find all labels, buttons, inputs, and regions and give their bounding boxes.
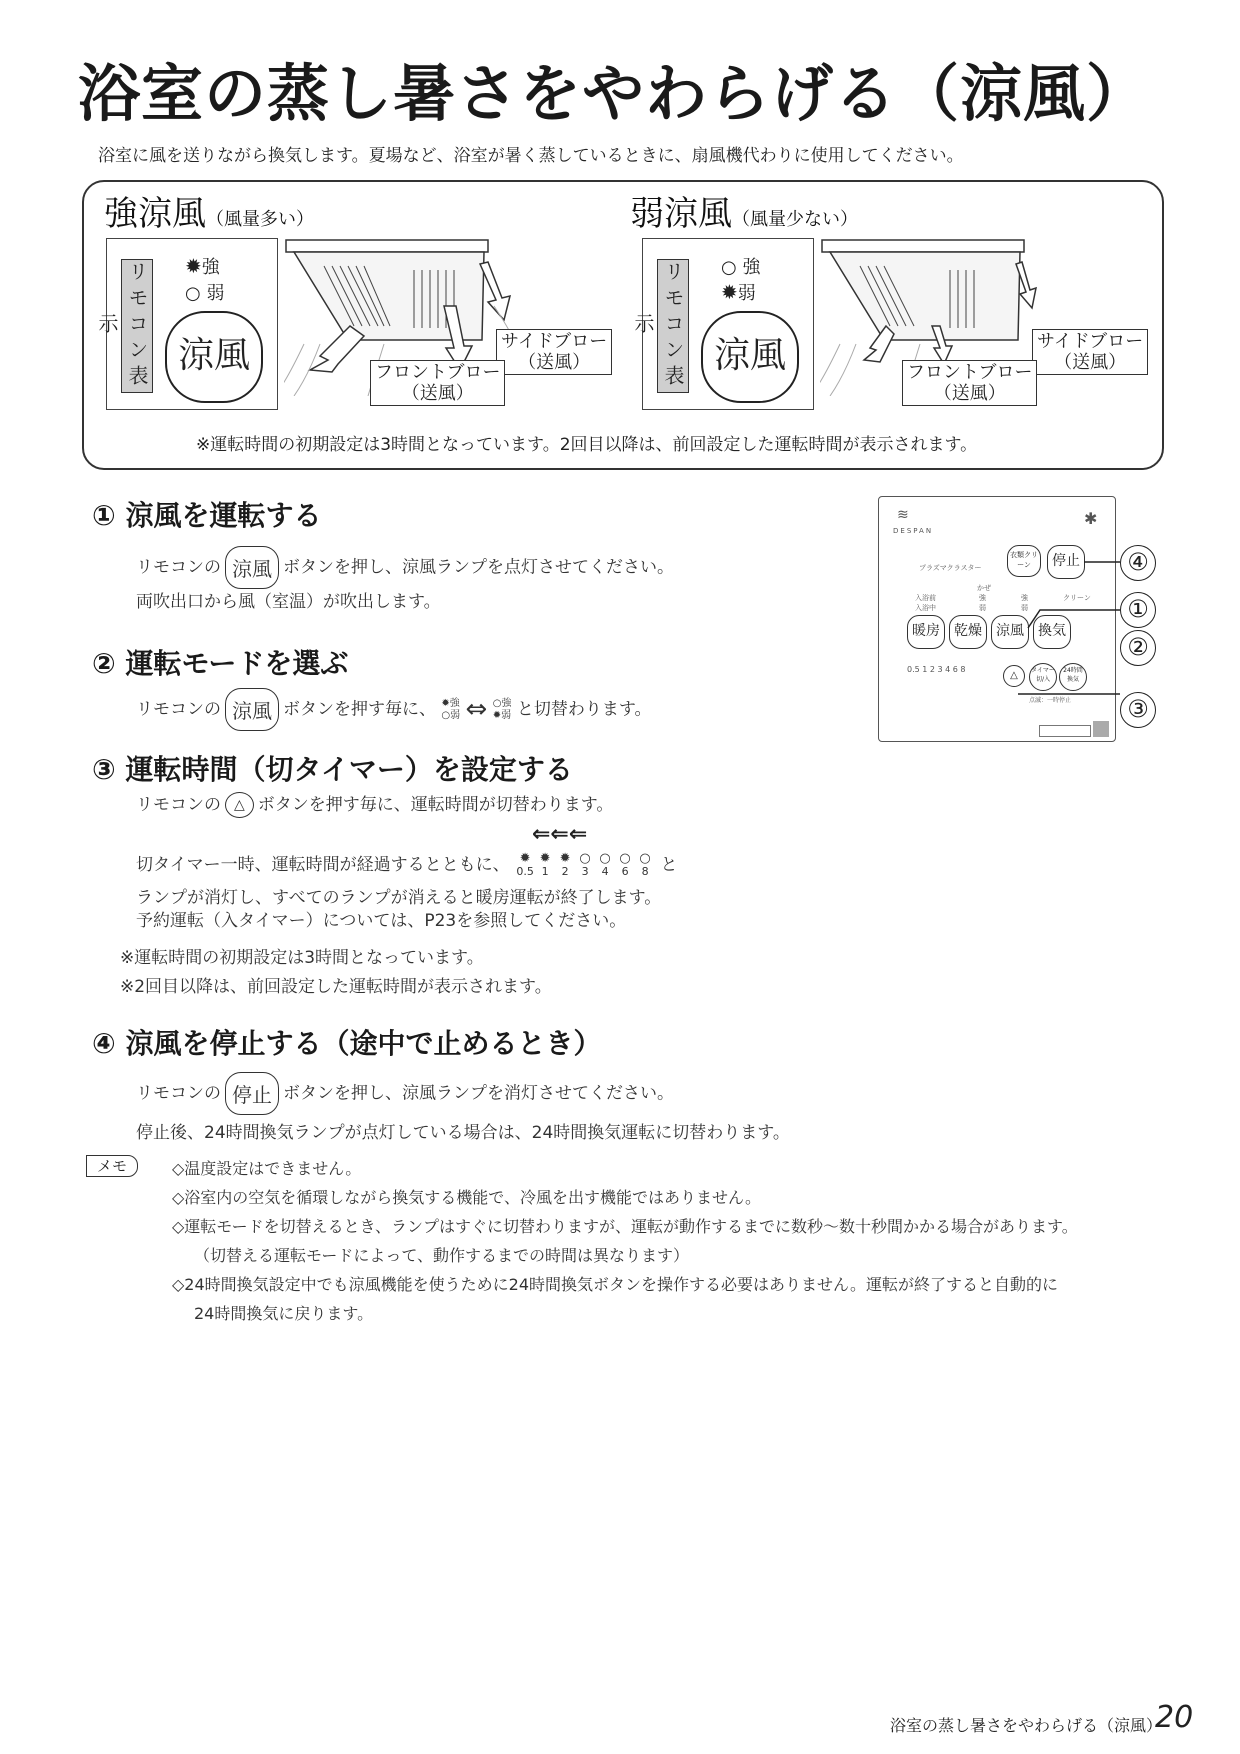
callout-4: ④ xyxy=(1120,545,1156,581)
step4-post: ボタンを押し、涼風ランプを消灯させてください。 xyxy=(283,1083,674,1104)
step4-pre: リモコンの xyxy=(136,1083,221,1104)
step1-line2: 両吹出口から風（室温）が吹出します。 xyxy=(136,592,441,612)
timer-lamp-row xyxy=(515,852,655,878)
panel-vent-button: 換気 xyxy=(1033,615,1071,649)
weak-mode-title xyxy=(630,186,858,235)
lamp-lit-icon: ✹ xyxy=(559,851,571,866)
step4-heading xyxy=(92,1022,601,1062)
lamp-lit-icon: ✹ xyxy=(492,709,502,721)
step4-line2: 停止後、24時間換気ランプが点灯している場合は、24時間換気運転に切替わります。 xyxy=(136,1123,790,1143)
step3-line4: 予約運転（入タイマー）については、P23を参照してください。 xyxy=(136,911,627,931)
lamp-lit-icon: ✹ xyxy=(441,697,450,709)
panel-strong-1: 強 xyxy=(979,594,986,602)
intro-text: 浴室に風を送りながら換気します。夏場など、浴室が暑く蒸しているときに、扇風機代わりに使用してください。 xyxy=(98,146,964,166)
panel-callout-lines xyxy=(1000,540,1140,720)
step3-line2 xyxy=(136,850,677,878)
step1-title: 涼風を運転する xyxy=(125,499,322,532)
panel-strong-2: 強 xyxy=(1021,594,1028,602)
lamp-weak-label: 弱 xyxy=(737,283,756,304)
panel-sensor xyxy=(1093,721,1109,737)
brand-name: DESPAN xyxy=(893,527,934,535)
memo-item: （切替える運転モードによって、動作するまでの時間は異なります） xyxy=(194,1246,690,1265)
panel-nyuyoku-chu: 入浴中 xyxy=(915,604,936,612)
strong-mode-title xyxy=(104,186,314,235)
step3-title: 運転時間（切タイマー）を設定する xyxy=(125,753,573,786)
strong-front-blow-callout xyxy=(370,360,505,406)
panel-heat-button: 暖房 xyxy=(907,615,945,649)
footer-title: 浴室の蒸し暑さをやわらげる（涼風） xyxy=(890,1716,1163,1735)
strong-front-blow-label: フロントブロー xyxy=(375,362,501,383)
step4-title: 涼風を停止する（途中で止めるとき） xyxy=(125,1027,602,1060)
step3-line1 xyxy=(136,790,613,818)
panel-kaze-label: かぜ xyxy=(977,584,991,592)
timer-lamp xyxy=(575,852,595,878)
timer-value: 4 xyxy=(601,865,609,878)
timer-lamp xyxy=(515,852,535,878)
lamp-lit-icon: ✹ xyxy=(539,851,551,866)
strong-side-blow-label: サイドブロー xyxy=(501,331,608,352)
memo-list xyxy=(172,1154,1078,1328)
step2-post-b: と切替わります。 xyxy=(516,699,652,720)
weak-cool-button-illustration: 涼風 xyxy=(701,311,799,403)
timer-lamp xyxy=(615,852,635,878)
step2-state-strong: ✹強 ○弱 xyxy=(441,697,461,721)
strong-mode-name: 強涼風 xyxy=(104,194,206,234)
weak-side-blow-label: サイドブロー xyxy=(1037,331,1144,352)
step2-title: 運転モードを選ぶ xyxy=(125,647,349,680)
memo-item: 24時間換気に戻ります。 xyxy=(194,1304,374,1323)
panel-weak-2: 弱 xyxy=(1021,604,1028,612)
panel-cool-button: 涼風 xyxy=(991,615,1029,649)
lamp-off-icon: ○ xyxy=(721,257,743,278)
memo-item: ◇運転モードを切替えるとき、ランプはすぐに切替わりますが、運転が動作するまでに数秒～数十秒間かかる場合があります。 xyxy=(172,1217,1078,1236)
lamp-lit-icon: ✹ xyxy=(721,280,738,304)
lamp-off-icon: ○ xyxy=(579,851,591,866)
timer-lamp xyxy=(555,852,575,878)
weak-front-blow-label: フロントブロー xyxy=(907,362,1033,383)
timer-value: 0.5 xyxy=(516,865,534,878)
memo-item: ◇温度設定はできません。 xyxy=(172,1159,362,1178)
step3-line2-post: と xyxy=(660,855,678,875)
strong-remote-label: リモコン表示 xyxy=(121,259,153,393)
memo-item: ◇浴室内の空気を循環しながら換気する機能で、冷風を出す機能ではありません。 xyxy=(172,1188,761,1207)
strong-lamp-weak xyxy=(185,279,224,305)
weak-front-blow-sub: （送風） xyxy=(933,383,1006,404)
step3-line2-pre: 切タイマー一時、運転時間が経過するとともに、 xyxy=(136,855,510,875)
plasma-cluster-icon: ✱ xyxy=(1084,509,1098,528)
timer-lamp xyxy=(595,852,615,878)
step1-line1 xyxy=(136,546,674,589)
step4-stop-button-icon: 停止 xyxy=(225,1072,279,1115)
step4-number: ④ xyxy=(92,1027,116,1060)
strong-lamp-strong xyxy=(185,253,220,279)
panel-stop-button: 停止 xyxy=(1047,545,1085,579)
step2-line1 xyxy=(136,688,652,731)
step2-number: ② xyxy=(92,647,116,680)
lamp-off-icon: ○ xyxy=(492,697,502,709)
strong-remote-display xyxy=(95,238,278,410)
panel-plasma-label: プラズマクラスター xyxy=(919,564,982,572)
panel-up-button: △ xyxy=(1003,665,1025,687)
step1-post: ボタンを押し、涼風ランプを点灯させてください。 xyxy=(283,557,674,578)
panel-24h-button: 24時間 換気 xyxy=(1059,663,1087,691)
step3-note2: ※2回目以降は、前回設定した運転時間が表示されます。 xyxy=(120,977,552,997)
lamp-lit-icon: ✹ xyxy=(519,851,531,866)
brand-logo-icon: ≋ xyxy=(897,507,909,523)
strong-mode-sub: （風量多い） xyxy=(206,209,314,230)
strong-side-blow-sub: （送風） xyxy=(518,352,591,373)
step2-state-weak: ○強 ✹弱 xyxy=(492,697,512,721)
callout-1: ① xyxy=(1120,592,1156,628)
weak-side-blow-callout xyxy=(1032,329,1148,375)
panel-bottom-note: 点滅：一時停止 xyxy=(1029,697,1072,704)
timer-value: 8 xyxy=(641,865,649,878)
step4-line1 xyxy=(136,1072,674,1115)
step2-cool-button-icon: 涼風 xyxy=(225,688,279,731)
lamp-off-icon: ○ xyxy=(441,709,451,721)
lamp-weak-label: 弱 xyxy=(206,283,225,304)
weak-side-blow-sub: （送風） xyxy=(1054,352,1127,373)
step1-cool-button-icon: 涼風 xyxy=(225,546,279,589)
timer-value: 6 xyxy=(621,865,629,878)
swap-arrow-icon: ⇔ xyxy=(465,694,488,725)
panel-clean-label: クリーン xyxy=(1063,594,1091,602)
panel-nyuyoku-mae: 入浴前 xyxy=(915,594,936,602)
strong-cool-button-illustration: 涼風 xyxy=(165,311,263,403)
lamp-strong-label: 強 xyxy=(742,257,761,278)
page-title: 浴室の蒸し暑さをやわらげる（涼風） xyxy=(78,57,1150,130)
step3-pre: リモコンの xyxy=(136,795,221,815)
panel-display-slot xyxy=(1039,725,1091,737)
strong-side-blow-callout xyxy=(496,329,612,375)
step1-number: ① xyxy=(92,499,116,532)
timer-arrows-icon: ⇐⇐⇐ xyxy=(532,822,588,847)
callout-3: ③ xyxy=(1120,692,1156,728)
panel-timer-scale: 0.5 1 2 3 4 6 8 xyxy=(907,665,966,674)
weak-mode-sub: （風量少ない） xyxy=(732,209,858,230)
panel-clean-button: 衣類クリーン xyxy=(1007,545,1041,577)
panel-weak-1: 弱 xyxy=(979,604,986,612)
memo-tag: メモ xyxy=(86,1155,138,1177)
timer-lamp xyxy=(635,852,655,878)
timer-value: 3 xyxy=(581,865,589,878)
step3-up-button-icon: △ xyxy=(225,792,254,818)
panel-dry-button: 乾燥 xyxy=(949,615,987,649)
box-note: ※運転時間の初期設定は3時間となっています。2回目以降は、前回設定した運転時間が表示されます。 xyxy=(196,435,978,455)
strong-front-blow-sub: （送風） xyxy=(401,383,474,404)
lamp-off-icon: ○ xyxy=(599,851,611,866)
weak-lamp-weak xyxy=(721,279,756,305)
lamp-off-icon: ○ xyxy=(185,283,207,304)
weak-lamp-strong xyxy=(721,253,760,279)
weak-front-blow-callout xyxy=(902,360,1037,406)
page-number: 20 xyxy=(1155,1700,1194,1735)
weak-remote-display xyxy=(631,238,814,410)
step3-number: ③ xyxy=(92,753,116,786)
lamp-off-icon: ○ xyxy=(639,851,651,866)
step2-post-a: ボタンを押す毎に、 xyxy=(283,699,436,720)
timer-value: 2 xyxy=(561,865,569,878)
step1-heading xyxy=(92,494,321,534)
step2-heading xyxy=(92,642,348,682)
memo-item: ◇24時間換気設定中でも涼風機能を使うために24時間換気ボタンを操作する必要はありません。運転が終了すると自動的に xyxy=(172,1275,1058,1294)
panel-timer-button: タイマー 切/入 xyxy=(1029,663,1057,691)
step3-post: ボタンを押す毎に、運転時間が切替わります。 xyxy=(257,795,614,815)
step2-pre: リモコンの xyxy=(136,699,221,720)
callout-2: ② xyxy=(1120,630,1156,666)
weak-mode-name: 弱涼風 xyxy=(630,194,732,234)
step3-line3: ランプが消灯し、すべてのランプが消えると暖房運転が終了します。 xyxy=(136,888,662,908)
step1-pre: リモコンの xyxy=(136,557,221,578)
lamp-strong-label: 強 xyxy=(201,257,220,278)
lamp-off-icon: ○ xyxy=(619,851,631,866)
timer-lamp xyxy=(535,852,555,878)
weak-remote-label: リモコン表示 xyxy=(657,259,689,393)
lamp-lit-icon: ✹ xyxy=(185,254,202,278)
timer-value: 1 xyxy=(541,865,549,878)
step3-note1: ※運転時間の初期設定は3時間となっています。 xyxy=(120,948,484,968)
step3-heading xyxy=(92,748,573,788)
